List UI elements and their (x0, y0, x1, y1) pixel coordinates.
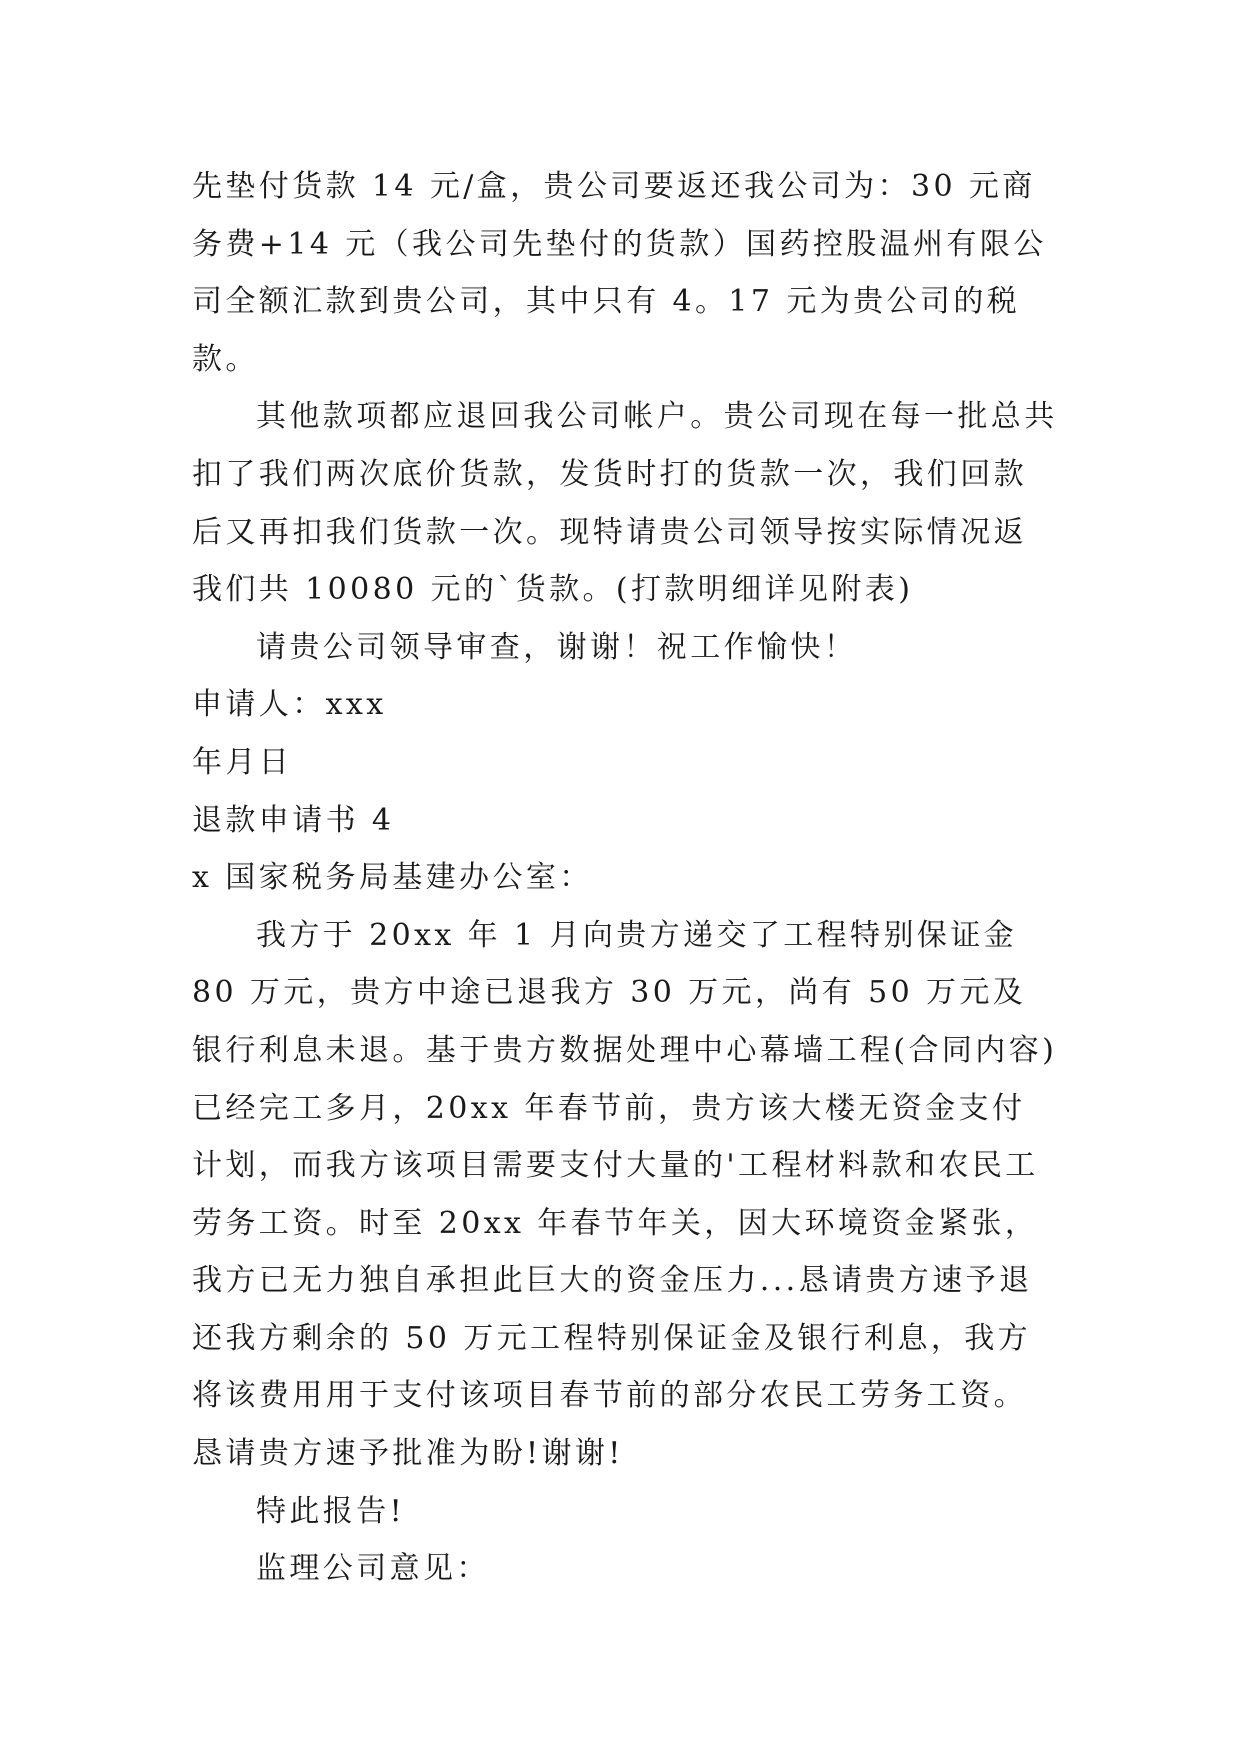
applicant-line: 申请人：xxx (192, 687, 387, 723)
supervisor-opinion-label: 监理公司意见： (256, 1551, 490, 1587)
paragraph-deposit-refund: 我方于 20xx 年 1 月向贵方递交了工程特别保证金 80 万元，贵方中途已退我方 30 万元，尚有 50 万元及银行利息未退。基于贵方数据处理中心幕墙工程(合同内容)已经完工多月，20xx 年春节前，贵方该大楼无资金支付计划，而我方该项目需要支付大量的'工程材料款和农民工劳务工资。时至 20xx 年春节年关，因大环境资金紧张，我方已无力独自承担此巨大的资金压力...恳请贵方速予退还我方剩余的 50 万元工程特别保证金及银行利息，我方将该费用用于支付该项目春节前的部分农民工劳务工资。恳请贵方速予批准为盼!谢谢! (192, 917, 1058, 1472)
report-closing: 特此报告! (256, 1493, 406, 1529)
document-body (192, 158, 1058, 1598)
paragraph-payment-details: 先垫付货款 14 元/盒，贵公司要返还我公司为：30 元商务费+14 元（我公司先垫付的货款）国药控股温州有限公司全额汇款到贵公司，其中只有 4。17 元为贵公司的税款。 (192, 169, 1047, 377)
paragraph-refund-request: 其他款项都应退回我公司帐户。贵公司现在每一批总共扣了我们两次底价货款，发货时打的货款一次，我们回款后又再扣我们货款一次。现特请贵公司领导按实际情况返我们共 10080 元的`货款。(打款明细详见附表) (192, 399, 1058, 608)
addressee-line: x 国家税务局基建办公室： (192, 860, 593, 896)
paragraph-closing-thanks: 请贵公司领导审查，谢谢！祝工作愉快！ (256, 629, 858, 665)
date-line: 年月日 (192, 744, 293, 780)
section-title: 退款申请书 4 (192, 802, 395, 838)
